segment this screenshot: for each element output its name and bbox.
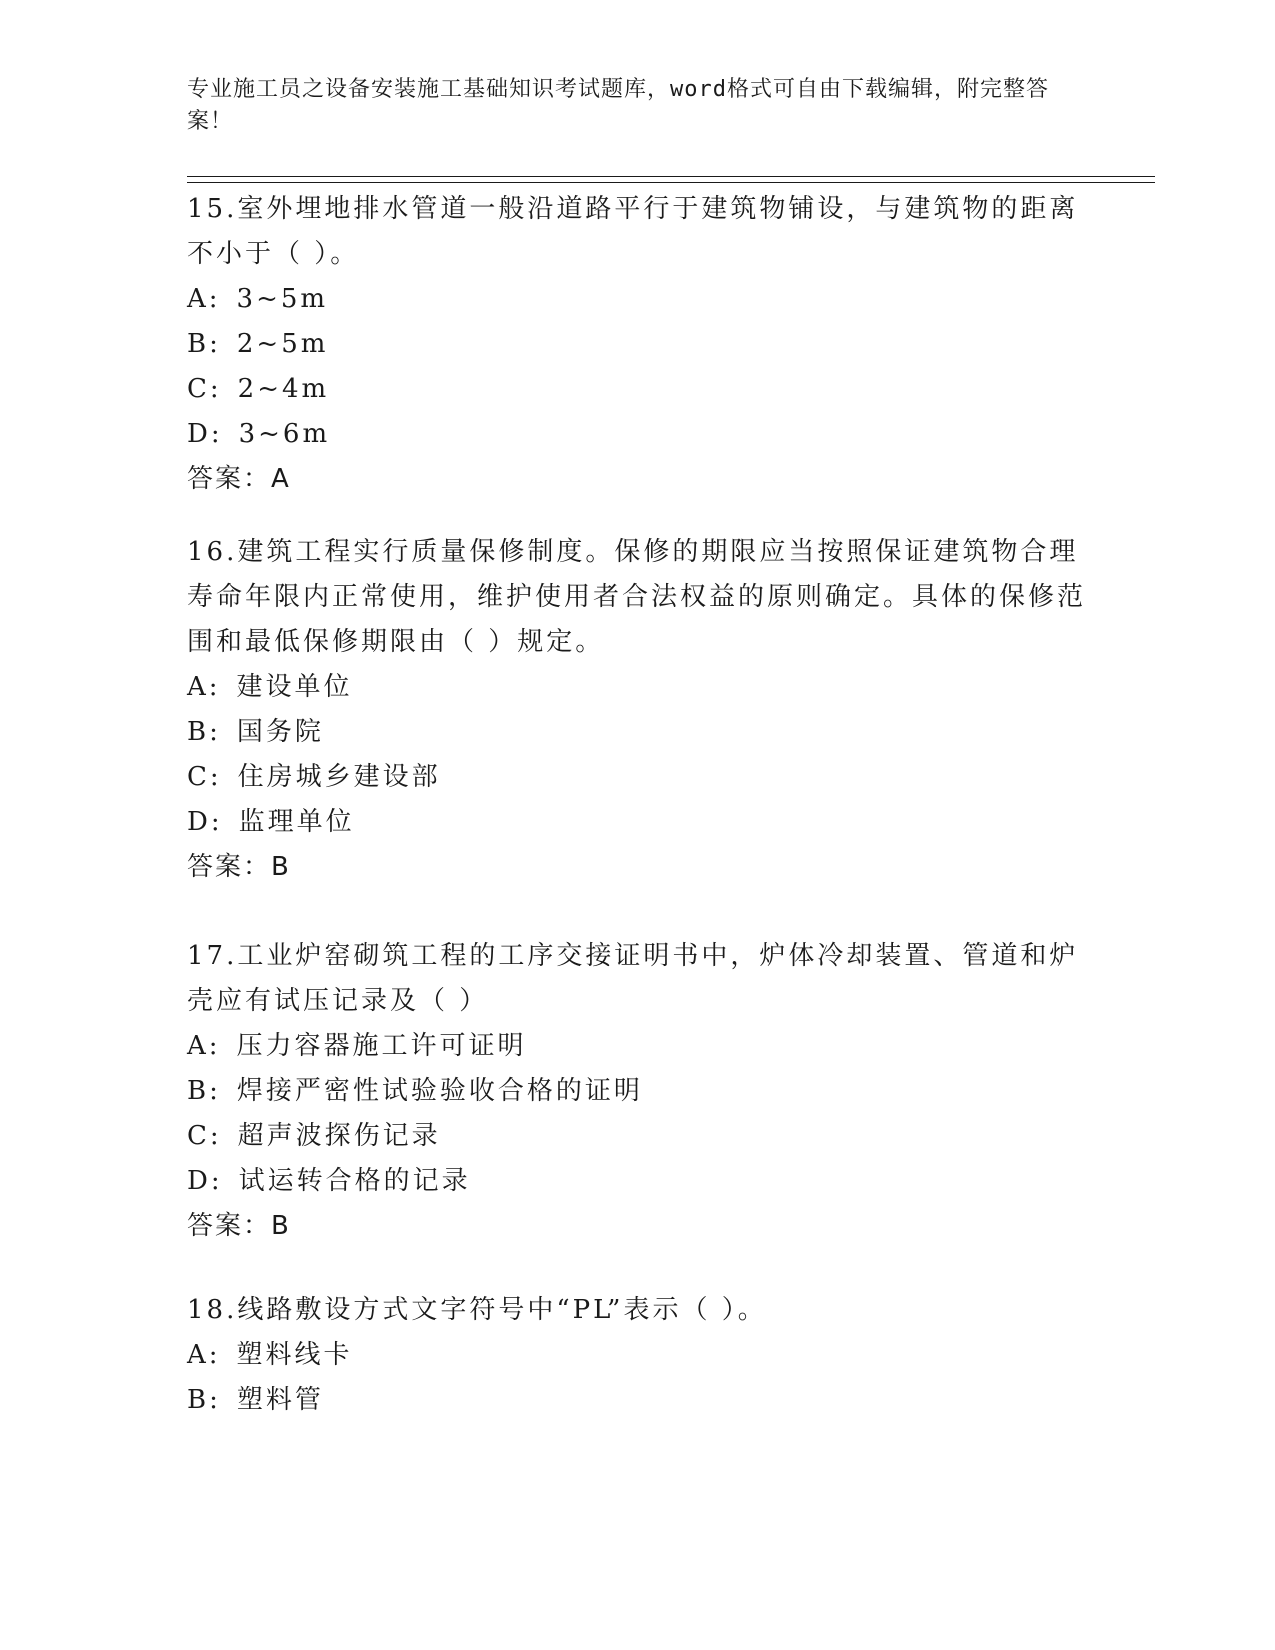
option-text: 试运转合格的记录 bbox=[238, 1166, 471, 1196]
option-key: D: bbox=[187, 807, 223, 837]
option-b bbox=[187, 710, 1087, 755]
option-key: A: bbox=[187, 1340, 221, 1370]
option-text: 2~5m bbox=[236, 329, 329, 359]
option-text: 监理单位 bbox=[238, 807, 355, 837]
question-18 bbox=[187, 1288, 1087, 1423]
option-key: B: bbox=[187, 1385, 221, 1415]
answer-label: 答案：A bbox=[187, 464, 291, 494]
option-text: 3~5m bbox=[236, 284, 329, 314]
option-c bbox=[187, 367, 1087, 412]
option-text: 压力容器施工许可证明 bbox=[236, 1031, 527, 1061]
option-c bbox=[187, 755, 1087, 800]
option-key: D: bbox=[187, 419, 223, 449]
option-text: 国务院 bbox=[236, 717, 324, 747]
option-key: B: bbox=[187, 717, 221, 747]
question-17 bbox=[187, 934, 1087, 1249]
option-key: B: bbox=[187, 329, 221, 359]
question-15 bbox=[187, 187, 1087, 502]
option-key: B: bbox=[187, 1076, 221, 1106]
option-key: A: bbox=[187, 1031, 221, 1061]
option-text: 塑料管 bbox=[236, 1385, 324, 1415]
question-stem: 15.室外埋地排水管道一般沿道路平行于建筑物铺设，与建筑物的距离不小于（ ）。 bbox=[187, 194, 1079, 269]
option-a bbox=[187, 277, 1087, 322]
header-divider-top bbox=[187, 176, 1155, 177]
option-text: 超声波探伤记录 bbox=[237, 1121, 441, 1151]
option-b bbox=[187, 1069, 1087, 1114]
option-a bbox=[187, 665, 1087, 710]
option-text: 2~4m bbox=[237, 374, 330, 404]
option-text: 塑料线卡 bbox=[236, 1340, 353, 1370]
option-text: 焊接严密性试验验收合格的证明 bbox=[236, 1076, 643, 1106]
answer-label: 答案：B bbox=[187, 852, 291, 882]
option-b bbox=[187, 1378, 1087, 1423]
option-b bbox=[187, 322, 1087, 367]
question-stem: 16.建筑工程实行质量保修制度。保修的期限应当按照保证建筑物合理寿命年限内正常使用，维护使用者合法权益的原则确定。具体的保修范围和最低保修期限由（ ）规定。 bbox=[187, 537, 1087, 657]
option-key: D: bbox=[187, 1166, 223, 1196]
option-d bbox=[187, 1159, 1087, 1204]
document-intro: 专业施工员之设备安装施工基础知识考试题库，word格式可自由下载编辑，附完整答案！ bbox=[187, 77, 1049, 134]
option-text: 建设单位 bbox=[236, 672, 353, 702]
option-d bbox=[187, 800, 1087, 845]
option-key: A: bbox=[187, 284, 221, 314]
header-divider-bottom bbox=[187, 182, 1155, 183]
answer-label: 答案：B bbox=[187, 1211, 291, 1241]
option-c bbox=[187, 1114, 1087, 1159]
question-stem: 18.线路敷设方式文字符号中“PL”表示（ ）。 bbox=[187, 1295, 767, 1325]
option-a bbox=[187, 1333, 1087, 1378]
option-key: C: bbox=[187, 1121, 222, 1151]
option-key: C: bbox=[187, 762, 222, 792]
option-text: 住房城乡建设部 bbox=[237, 762, 441, 792]
option-a bbox=[187, 1024, 1087, 1069]
option-d bbox=[187, 412, 1087, 457]
option-key: C: bbox=[187, 374, 222, 404]
question-stem: 17.工业炉窑砌筑工程的工序交接证明书中，炉体冷却装置、管道和炉壳应有试压记录及（ ） bbox=[187, 941, 1079, 1016]
option-text: 3~6m bbox=[238, 419, 331, 449]
question-16 bbox=[187, 530, 1087, 890]
option-key: A: bbox=[187, 672, 221, 702]
